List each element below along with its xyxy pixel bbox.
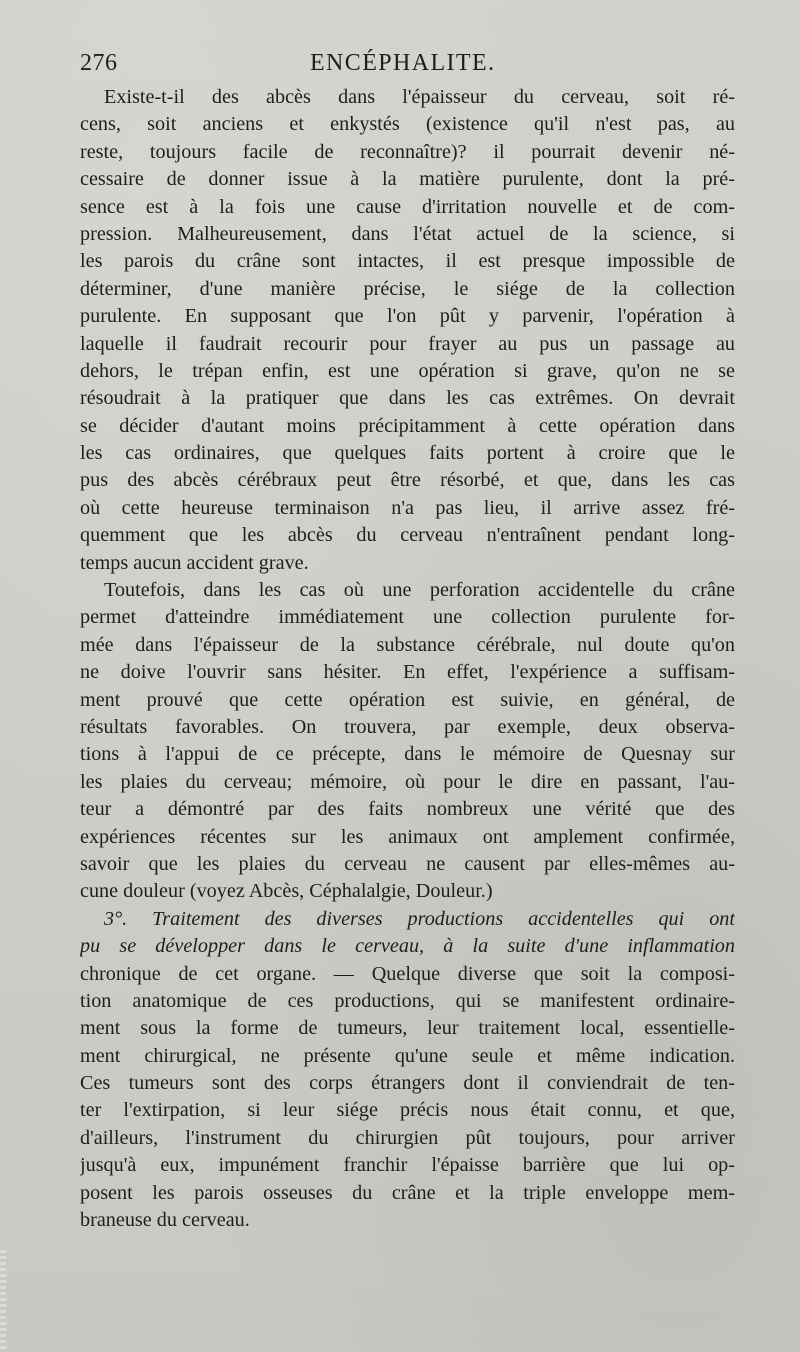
text-line: Ces tumeurs sont des corps étrangers dont il conviendrait de ten- bbox=[80, 1072, 735, 1095]
text-line: cune douleur (voyez Abcès, Céphalalgie, Douleur.) bbox=[80, 880, 493, 903]
running-head: ENCÉPHALITE. bbox=[310, 50, 496, 76]
body-text bbox=[80, 84, 735, 1234]
text-line: ment prouvé que cette opération est suivie, en général, de bbox=[80, 688, 735, 711]
text-line: posent les parois osseuses du crâne et la triple enveloppe mem- bbox=[80, 1181, 735, 1204]
text-line: chronique de cet organe. — Quelque diverse que soit la composi- bbox=[80, 962, 735, 985]
text-line: ment sous la forme de tumeurs, leur traitement local, essentielle- bbox=[80, 1017, 735, 1040]
text-line: où cette heureuse terminaison n'a pas lieu, il arrive assez fré- bbox=[80, 496, 735, 519]
text-line: permet d'atteindre immédiatement une collection purulente for- bbox=[80, 606, 735, 629]
text-line: cens, soit anciens et enkystés (existence qu'il n'est pas, au bbox=[80, 113, 735, 136]
text-line: dehors, le trépan enfin, est une opération si grave, qu'on ne se bbox=[80, 359, 735, 382]
section-heading-line: pu se développer dans le cerveau, à la suite d'une inflammation bbox=[80, 935, 735, 958]
text-line: ment chirurgical, ne présente qu'une seule et même indication. bbox=[80, 1044, 735, 1067]
text-line: les parois du crâne sont intactes, il est presque impossible de bbox=[80, 250, 735, 273]
section-heading-line: 3°. Traitement des diverses productions accidentelles qui ont bbox=[104, 907, 735, 930]
text-line: laquelle il faudrait recourir pour frayer au pus un passage au bbox=[80, 332, 735, 355]
text-line: reste, toujours facile de reconnaître)? il pourrait devenir né- bbox=[80, 140, 735, 163]
text-line: braneuse du cerveau. bbox=[80, 1209, 250, 1232]
text-line: d'ailleurs, l'instrument du chirurgien pût toujours, pour arriver bbox=[80, 1126, 735, 1149]
text-line: mée dans l'épaisseur de la substance cérébrale, nul doute qu'on bbox=[80, 633, 735, 656]
text-line: les plaies du cerveau; mémoire, où pour le dire en passant, l'au- bbox=[80, 770, 735, 793]
text-line: les cas ordinaires, que quelques faits portent à croire que le bbox=[80, 442, 735, 465]
text-line: expériences récentes sur les animaux ont amplement confirmée, bbox=[80, 825, 735, 848]
text-line: se décider d'autant moins précipitamment à cette opération dans bbox=[80, 414, 735, 437]
text-line: jusqu'à eux, impunément franchir l'épaisse barrière que lui op- bbox=[80, 1154, 735, 1177]
margin-shadow bbox=[0, 1250, 6, 1350]
text-line: quemment que les abcès du cerveau n'entraînent pendant long- bbox=[80, 524, 735, 547]
text-line: pression. Malheureusement, dans l'état actuel de la science, si bbox=[80, 222, 735, 245]
text-line: teur a démontré par des faits nombreux une vérité que des bbox=[80, 798, 735, 821]
text-line: tion anatomique de ces productions, qui se manifestent ordinaire- bbox=[80, 989, 735, 1012]
text-line: tions à l'appui de ce précepte, dans le mémoire de Quesnay sur bbox=[80, 743, 735, 766]
text-line: Existe-t-il des abcès dans l'épaisseur du cerveau, soit ré- bbox=[104, 86, 735, 108]
text-line: cessaire de donner issue à la matière purulente, dont la pré- bbox=[80, 168, 735, 191]
text-line: purulente. En supposant que l'on pût y parvenir, l'opération à bbox=[80, 305, 735, 328]
text-line: pus des abcès cérébraux peut être résorbé, et que, dans les cas bbox=[80, 469, 735, 492]
text-line: ter l'extirpation, si leur siége précis nous était connu, et que, bbox=[80, 1099, 735, 1122]
text-line: sence est à la fois une cause d'irritation nouvelle et de com- bbox=[80, 195, 735, 218]
page-header bbox=[80, 48, 740, 88]
text-line: savoir que les plaies du cerveau ne causent par elles-mêmes au- bbox=[80, 852, 735, 875]
page-number: 276 bbox=[80, 50, 118, 76]
text-line: résultats favorables. On trouvera, par exemple, deux observa- bbox=[80, 715, 735, 738]
text-line: déterminer, d'une manière précise, le siége de la collection bbox=[80, 277, 735, 300]
text-line: ne doive l'ouvrir sans hésiter. En effet, l'expérience a suffisam- bbox=[80, 661, 735, 684]
text-line: résoudrait à la pratiquer que dans les cas extrêmes. On devrait bbox=[80, 387, 735, 410]
text-line: Toutefois, dans les cas où une perforation accidentelle du crâne bbox=[104, 579, 735, 602]
text-line: temps aucun accident grave. bbox=[80, 551, 309, 574]
